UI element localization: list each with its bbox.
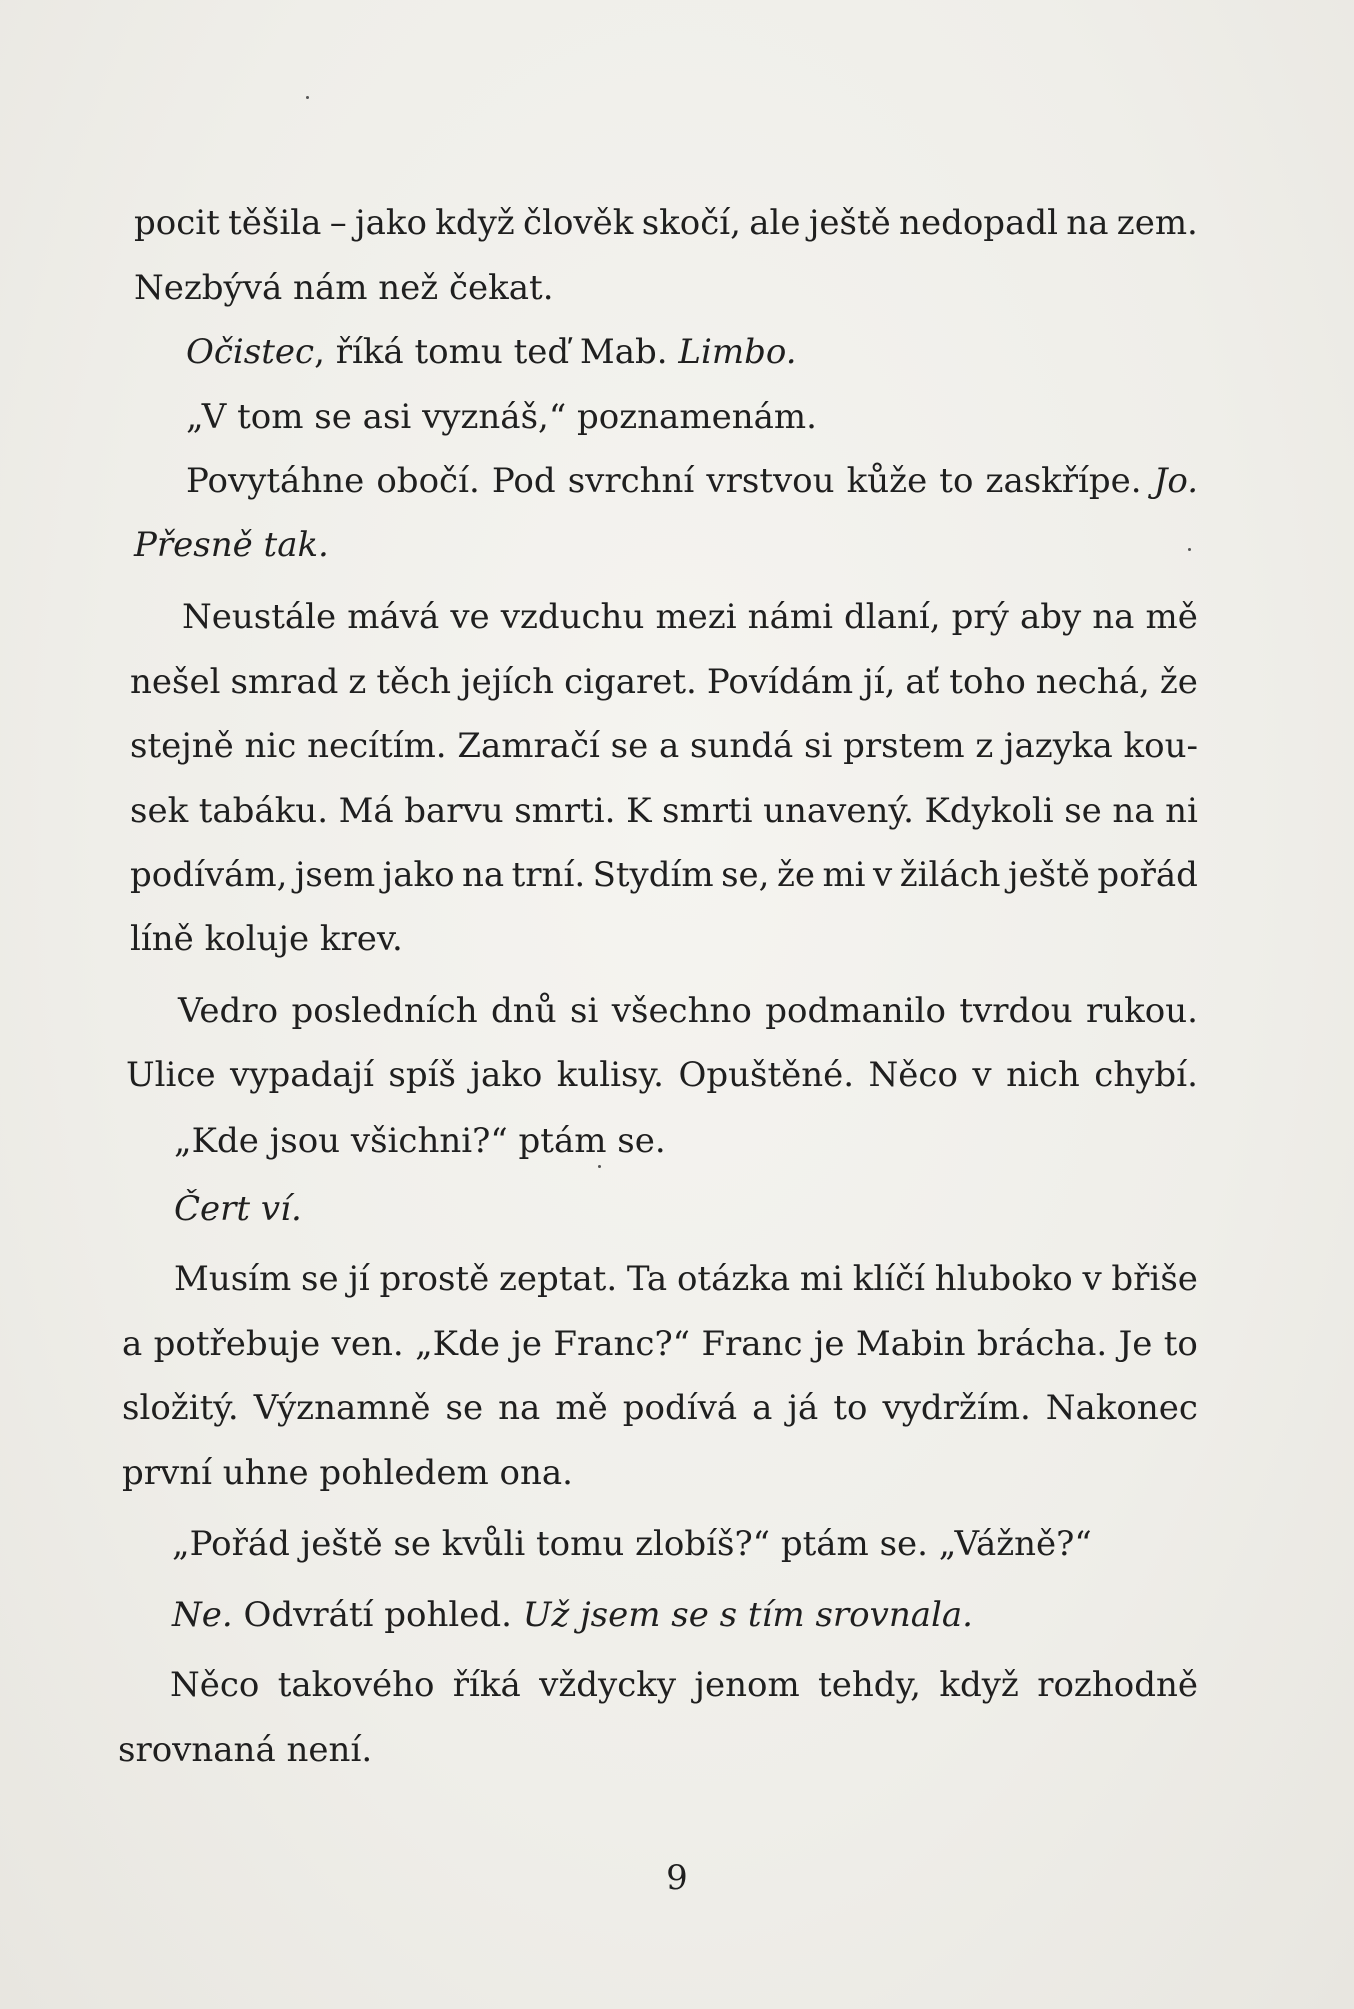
text-line: srovnaná není. [118,1730,373,1770]
text-line: Neustále mává ve vzduchu mezi námi dlaní, prý aby na mě [182,597,1198,637]
text-line: Ne. Odvrátí pohled. Už jsem se s tím srovnala. [172,1595,973,1635]
text-line: Čert ví. [174,1189,302,1229]
print-speck [1188,548,1191,551]
text-line: nešel smrad z těch jejích cigaret. Povídám jí, ať toho nechá, že [130,662,1198,702]
text-line: „V tom se asi vyznáš,“ poznamenám. [186,397,817,437]
text-line: Něco takového říká vždycky jenom tehdy, když rozhodně [170,1665,1198,1705]
text-line: stejně nic necítím. Zamračí se a sundá si prstem z jazyka kou- [130,726,1198,766]
text-line: Ulice vypadají spíš jako kulisy. Opuštěné. Něco v nich chybí. [126,1055,1198,1095]
text-line: sek tabáku. Má barvu smrti. K smrti unavený. Kdykoli se na ni [130,791,1198,831]
text-line: Nezbývá nám než čekat. [134,268,554,308]
text-line: Musím se jí prostě zeptat. Ta otázka mi klíčí hluboko v břiše [174,1259,1198,1299]
print-speck [306,96,309,99]
text-line: složitý. Významně se na mě podívá a já to vydržím. Nakonec [122,1388,1198,1428]
text-line: Očistec, říká tomu teď Mab. Limbo. [186,332,797,372]
text-line: „Pořád ještě se kvůli tomu zlobíš?“ ptám se. „Vážně?“ [172,1524,1092,1564]
text-line: „Kde jsou všichni?“ ptám se. [174,1121,666,1161]
text-line: líně koluje krev. [130,919,403,959]
print-speck [598,1165,601,1168]
text-line: Povytáhne obočí. Pod svrchní vrstvou kůže to zaskřípe. Jo. [186,461,1198,501]
text-line: Přesně tak. [134,525,329,565]
text-line: první uhne pohledem ona. [122,1453,573,1493]
page-number: 9 [666,1858,688,1898]
text-line: podívám, jsem jako na trní. Stydím se, že mi v žilách ještě pořád [130,855,1198,895]
text-line: a potřebuje ven. „Kde je Franc?“ Franc je Mabin brácha. Je to [122,1324,1198,1364]
text-line: pocit těšila – jako když člověk skočí, ale ještě nedopadl na zem. [134,203,1198,243]
text-line: Vedro posledních dnů si všechno podmanilo tvrdou rukou. [178,991,1198,1031]
